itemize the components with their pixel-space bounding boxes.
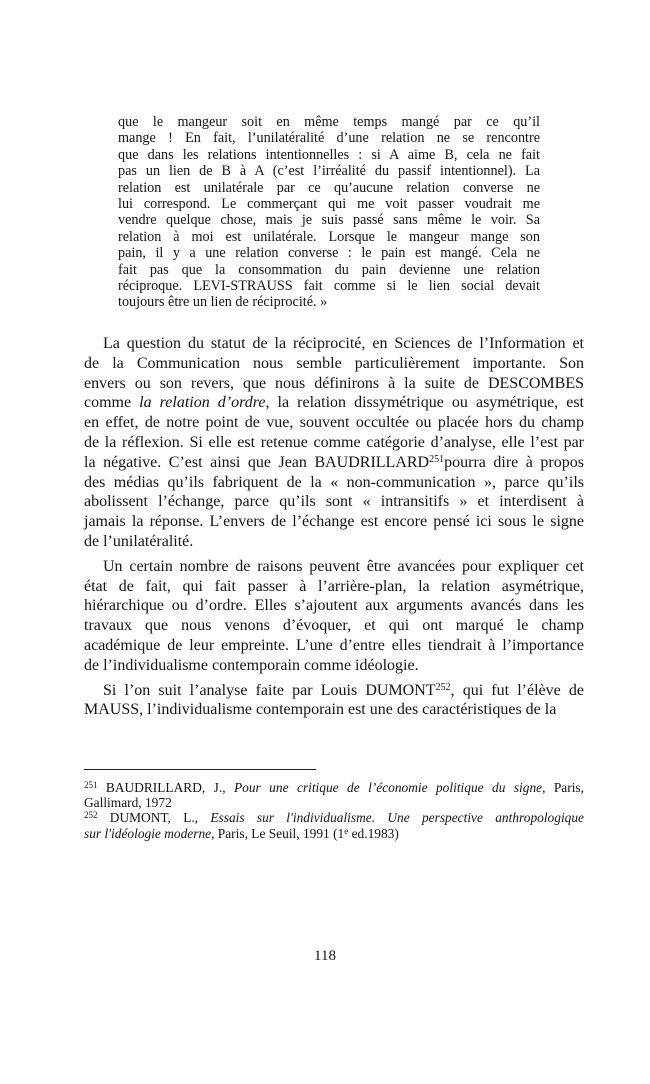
text: ed.1983) — [348, 825, 399, 841]
text-line — [84, 557, 584, 577]
text-line — [84, 492, 584, 512]
text: envers ou son revers, que nous définirons à la suite de DESCOMBES — [84, 374, 584, 392]
text-line — [84, 393, 584, 413]
footnote-ref: e — [344, 825, 349, 836]
text-line — [84, 596, 584, 616]
text: lui correspond. Le commerçant qui me voit passer voudrait me — [118, 196, 540, 213]
text: pain, il y a une relation converse : le pain est mangé. Cela ne — [118, 245, 540, 262]
text: académique de leur empreinte. L’une d’entre elles tiendrait à l’importance — [84, 636, 584, 654]
text: fait pas que la consommation du pain devienne une relation — [118, 261, 540, 278]
text: pourra dire à propos — [444, 453, 584, 471]
text: de l’unilatéralité. — [84, 532, 194, 550]
italic-text: sur l'idéologie moderne — [84, 825, 212, 841]
text: en effet, de notre point de vue, souvent occultée ou placée hors du champ — [84, 414, 584, 432]
text-line — [118, 147, 540, 163]
footnote-ref: 252 — [435, 681, 451, 693]
text: comme — [84, 394, 140, 412]
text: MAUSS, l’individualisme contemporain est une des caractéristiques de la — [84, 701, 557, 719]
text-line — [118, 294, 540, 310]
text: Si l’on suit l’analyse faite par Louis DUMONT — [103, 681, 436, 699]
page-number: 118 — [314, 948, 336, 964]
text-line — [118, 196, 540, 212]
text: toujours être un lien de réciprocité. » — [118, 294, 328, 311]
footnote — [84, 810, 584, 840]
text-line — [118, 212, 540, 228]
text-line — [118, 278, 540, 294]
text: hiérarchique ou d’ordre. Elles s’ajoutent aux arguments avancés dans les — [84, 597, 584, 615]
paragraph — [84, 334, 584, 552]
text-line — [84, 810, 584, 825]
text-line — [118, 130, 540, 146]
text: vendre quelque chose, mais je suis passé sans même le voir. Sa — [118, 212, 540, 229]
text-line — [118, 180, 540, 196]
text: , qui fut l’élève de — [450, 681, 585, 699]
text: relation est unilatérale par ce qu’aucune relation converse ne — [118, 179, 540, 196]
text: la négative. C’est ainsi que Jean BAUDRILLARD — [84, 453, 430, 471]
text: que dans les relations intentionnelles : si A aime B, cela ne fait — [118, 146, 540, 163]
footnotes — [84, 780, 584, 841]
text: Gallimard, 1972 — [84, 795, 172, 811]
text: pas un lien de B à A (c’est l’irréalité du passif intentionnel). La — [118, 163, 540, 180]
footnote-separator — [84, 769, 316, 770]
text: abolissent l’échange, parce qu’ils sont « intransitifs » et interdisent à — [84, 493, 584, 511]
text-line — [84, 532, 584, 552]
text: de l’individualisme contemporain comme idéologie. — [84, 656, 419, 674]
text-line — [84, 780, 584, 795]
text-line — [84, 354, 584, 374]
text: jamais la réponse. L’envers de l’échange est encore pensé ici sous le signe — [84, 513, 584, 531]
text: La question du statut de la réciprocité, en Sciences de l’Information et — [103, 335, 584, 352]
text: Un certain nombre de raisons peuvent être avancées pour expliquer cet — [103, 557, 584, 575]
text-line — [84, 453, 584, 473]
text-line — [84, 473, 584, 493]
text-line — [118, 262, 540, 278]
text: de la réflexion. Si elle est retenue comme catégorie d’analyse, elle l’est par — [84, 433, 584, 451]
footnote-ref: 251 — [84, 780, 98, 790]
text: , Paris, Le Seuil, 1991 (1 — [211, 825, 345, 841]
text: relation à moi est unilatérale. Lorsque le mangeur mange son — [118, 228, 540, 245]
text-line — [118, 245, 540, 261]
text-line — [84, 616, 584, 636]
text-line — [118, 229, 540, 245]
text-line — [118, 163, 540, 179]
text: état de fait, qui fait passer à l’arrière-plan, la relation asymétrique, — [84, 577, 584, 595]
text-line — [84, 681, 584, 701]
text-line — [84, 512, 584, 532]
text-line — [84, 433, 584, 453]
text: réciproque. LEVI-STRAUSS fait comme si le lien social devait — [118, 278, 540, 295]
text-line — [118, 114, 540, 130]
text: travaux que nous venons d’évoquer, et qui ont marqué le champ — [84, 617, 584, 635]
text-line — [84, 656, 584, 676]
text-line — [84, 577, 584, 597]
italic-text: Pour une critique de l’économie politique du signe — [233, 780, 543, 795]
footnote-ref: 251 — [429, 453, 445, 465]
paragraph — [84, 557, 584, 676]
text-line — [84, 795, 584, 810]
text-line — [84, 334, 584, 354]
text: de la Communication nous semble particulièrement importante. Son — [84, 354, 584, 372]
text: des médias qu’ils fabriquent de la « non-communication », parce qu’ils — [84, 473, 584, 491]
text-line — [84, 700, 584, 720]
italic-text: Essais sur l'individualisme. Une perspective anthropologique — [210, 810, 584, 826]
paragraph — [84, 681, 584, 721]
body-text — [84, 334, 584, 725]
text: , la relation dissymétrique ou asymétrique, est — [265, 394, 585, 412]
footnote-ref: 252 — [84, 810, 98, 821]
footnote — [84, 780, 584, 810]
text: BAUDRILLARD, J., — [97, 780, 234, 795]
text-line — [84, 413, 584, 433]
block-quote — [118, 114, 540, 311]
text: , Paris, — [542, 780, 584, 795]
text-line — [84, 374, 584, 394]
text-line — [84, 636, 584, 656]
text-line — [84, 826, 584, 841]
italic-text: la relation d’ordre — [139, 394, 266, 412]
text: mange ! En fait, l’unilatéralité d’une relation ne se rencontre — [118, 130, 540, 147]
text: DUMONT, L., — [97, 810, 211, 826]
text: que le mangeur soit en même temps mangé par ce qu’il — [118, 114, 540, 130]
